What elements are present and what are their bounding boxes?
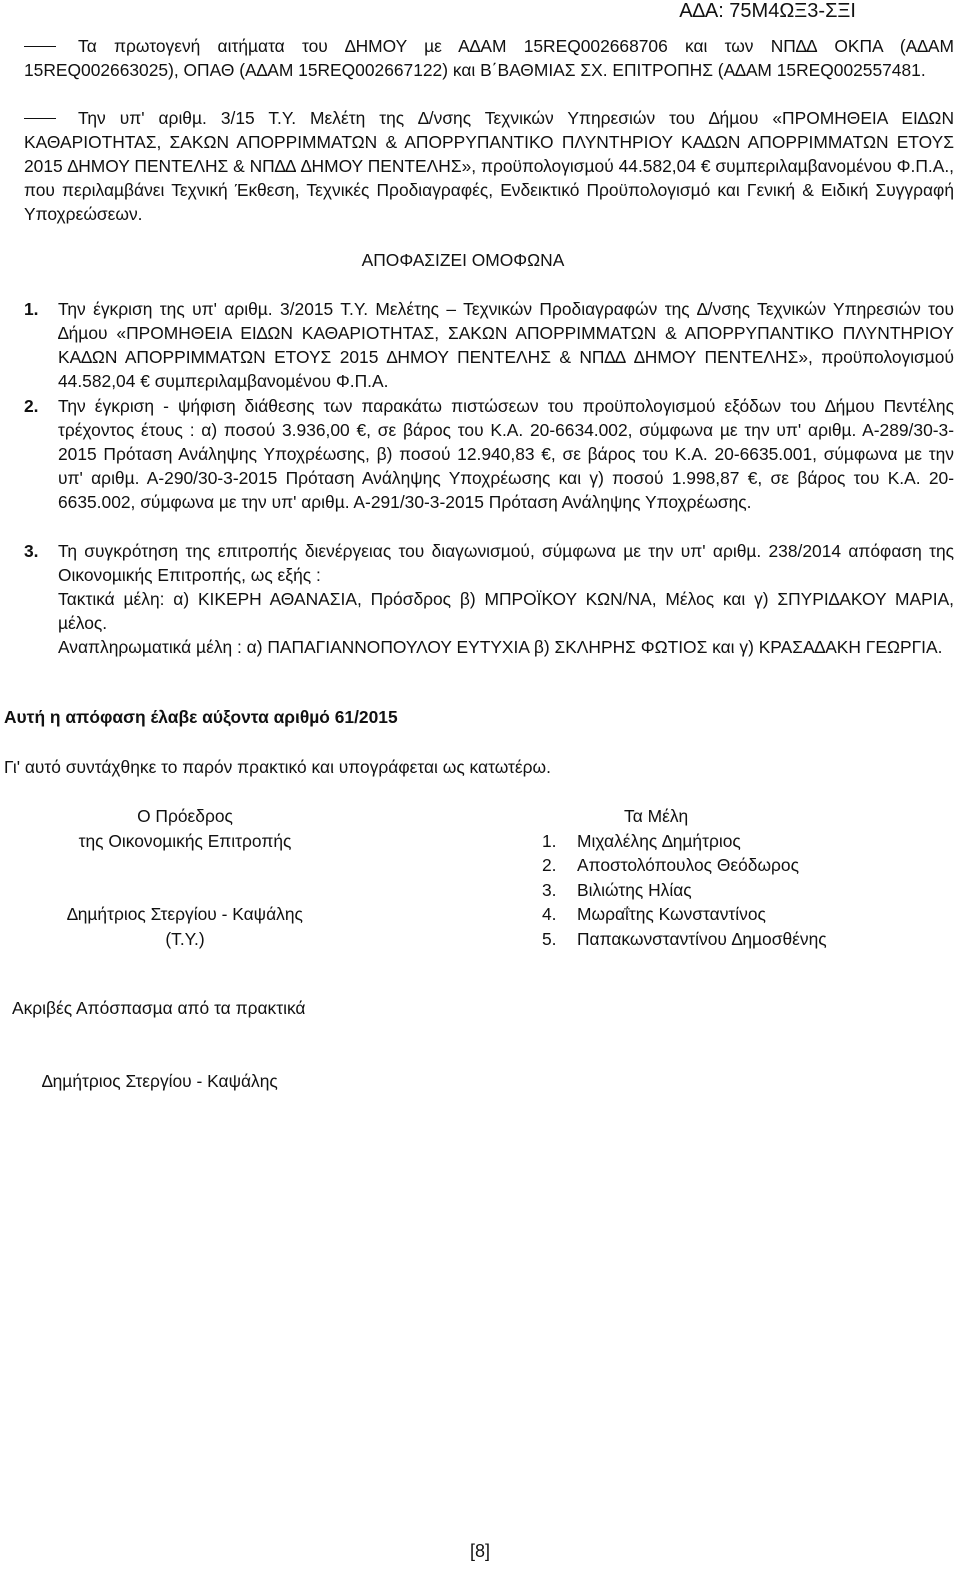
dash-marker <box>24 46 56 47</box>
president-title: Ο Πρόεδρος <box>137 806 233 826</box>
bullet-text: Την υπ' αριθµ. 3/15 Τ.Υ. Μελέτη της ∆/νσης Τεχνικών Υπηρεσιών του ∆ήµου «ΠΡΟΜΗΘΕΙΑ ΕΙ∆ΩΝ ΚΑΘΑΡΙΟΤΗΤΑΣ, ΣΑΚΩΝ ΑΠΟΡΡΙΜΜΑΤΩΝ & ΑΠΟΡΡΥΠΑΝΤΙΚΟ ΠΛΥΝΤΗΡΙΟΥ ΚΑ∆ΩΝ ΑΠΟΡΡΙΜΜΑΤΩΝ ΕΤΟΥΣ 2015 ∆ΗΜΟΥ ΠΕΝΤΕΛΗΣ & ΝΠ∆∆ ∆ΗΜΟΥ ΠΕΝΤΕΛΗΣ», προϋπολογισµού 44.582,04 € συµπεριλαµβανοµένου Φ.Π.Α., που περιλαµβάνει Τεχνική Έκθεση, Τεχνικές Προδιαγραφές, Ενδεικτικό Προϋπολογισµό και Γενική & Ειδική Συγγραφή Υποχρεώσεων. <box>24 108 954 224</box>
member-number: 2. <box>542 855 557 875</box>
member-row <box>542 927 827 952</box>
item-text-committee: Τη συγκρότηση της επιτροπής διενέργειας του διαγωνισµού, σύµφωνα µε την υπ' αριθµ. 238/2014 απόφαση της Οικονοµικής Επιτροπής, ως εξής : <box>58 541 954 585</box>
member-row <box>542 902 827 927</box>
bullet-item <box>24 34 954 82</box>
item-text: Την έγκριση - ψήφιση διάθεσης των παρακάτω πιστώσεων του προϋπολογισµού εξόδων του ∆ήµου Πεντέλης τρέχοντος έτους : α) ποσού 3.936,00 €, σε βάρος του Κ.Α. 20-6634.002, σύµφωνα µε την υπ' αριθµ. Α-289/30-3-2015 Πρόταση Ανάληψης Υποχρέωσης, β) ποσού 12.940,83 €, σε βάρος του Κ.Α. 20-6635.001, σύµφωνα µε την υπ' αριθµ. Α-290/30-3-2015 Πρόταση Ανάληψης Υποχρέωσης και γ) ποσού 1.998,87 €, σε βάρος του Κ.Α. 20-6635.002, σύµφωνα µε την υπ' αριθµ. Α-291/30-3-2015 Πρόταση Ανάληψης Υποχρέωσης. <box>58 396 954 512</box>
item-number: 1. <box>24 299 39 319</box>
members-title: Τα Μέλη <box>624 806 689 826</box>
ada-code: Α∆Α: 75Μ4ΩΞ3-ΣΞΙ <box>679 0 856 22</box>
item-text: Την έγκριση της υπ' αριθµ. 3/2015 Τ.Υ. Μελέτης – Τεχνικών Προδιαγραφών της ∆/νσης Τεχνικών Υπηρεσιών του ∆ήµου «ΠΡΟΜΗΘΕΙΑ ΕΙ∆ΩΝ ΚΑΘΑΡΙΟΤΗΤΑΣ, ΣΑΚΩΝ ΑΠΟΡΡΙΜΜΑΤΩΝ & ΑΠΟΡΡΥΠΑΝΤΙΚΟ ΠΛΥΝΤΗΡΙΟΥ ΚΑ∆ΩΝ ΑΠΟΡΡΙΜΜΑΤΩΝ ΕΤΟΥΣ 2015 ∆ΗΜΟΥ ΠΕΝΤΕΛΗΣ & ΝΠ∆∆ ∆ΗΜΟΥ ΠΕΝΤΕΛΗΣ», προϋπολογισµού 44.582,04 € συµπεριλαµβανοµένου Φ.Π.Α. <box>58 299 954 391</box>
member-name: Μιχαλέλης ∆ηµήτριος <box>577 830 741 851</box>
member-name: Αποστολόπουλος Θεόδωρος <box>577 855 799 875</box>
member-name: Παπακωνσταντίνου ∆ηµοσθένης <box>577 928 827 949</box>
member-row <box>542 853 827 878</box>
closing-statement: Γι' αυτό συντάχθηκε το παρόν πρακτικό και υπογράφεται ως κατωτέρω. <box>4 757 551 777</box>
numbered-item <box>24 539 954 659</box>
president-committee: της Οικονοµικής Επιτροπής <box>78 830 292 851</box>
page-number: [8] <box>469 1541 490 1561</box>
president-suffix: (Τ.Υ.) <box>165 928 205 949</box>
item-text-regular-members: Τακτικά µέλη: α) ΚΙΚΕΡΗ ΑΘΑΝΑΣΙΑ, Πρόσδρος β) ΜΠΡΟΪΚΟΥ ΚΩΝ/ΝΑ, Μέλος και γ) ΣΠΥΡΙ∆ΑΚΟΥ ΜΑΡΙΑ, µέλος. <box>58 589 954 633</box>
member-number: 1. <box>542 830 557 851</box>
member-number: 4. <box>542 904 557 924</box>
member-name: Μωραΐτης Κωνσταντίνος <box>577 904 766 924</box>
bullet-text: Τα πρωτογενή αιτήµατα του ∆ΗΜΟΥ µε Α∆ΑΜ 15REQ002668706 και των ΝΠ∆∆ ΟΚΠΑ (Α∆ΑΜ 15REQ002663025), ΟΠΑΘ (Α∆ΑΜ 15REQ002667122) και Β΄ΒΑΘΜΙΑΣ ΣΧ. ΕΠΙΤΡΟΠΗΣ (Α∆ΑΜ 15REQ002557481. <box>24 36 954 80</box>
member-row <box>542 829 827 854</box>
item-text-alternate-members: Αναπληρωµατικά µέλη : α) ΠΑΠΑΓΙΑΝΝΟΠΟΥΛΟΥ ΕΥΤΥΧΙΑ β) ΣΚΛΗΡΗΣ ΦΩΤΙΟΣ και γ) ΚΡΑΣΑ∆ΑΚΗ ΓΕΩΡΓΙΑ. <box>58 637 943 657</box>
decision-heading: ΑΠΟΦΑΣΙΖΕΙ ΟΜΟΦΩΝΑ <box>361 250 565 270</box>
bullet-item <box>24 106 954 226</box>
item-number: 3. <box>24 541 39 561</box>
item-number: 2. <box>24 396 39 416</box>
member-row <box>542 878 827 903</box>
president-signature-block <box>20 804 350 951</box>
numbered-item <box>24 297 954 393</box>
member-number: 5. <box>542 928 557 949</box>
member-name: Βιλιώτης Ηλίας <box>577 879 692 900</box>
numbered-item <box>24 394 954 514</box>
members-signature-block <box>542 804 827 951</box>
extract-signer: ∆ηµήτριος Στεργίου - Καψάλης <box>42 1071 278 1091</box>
president-name: ∆ηµήτριος Στεργίου - Καψάλης <box>67 904 303 924</box>
extract-label: Ακριβές Απόσπασµα από τα πρακτικά <box>12 998 306 1018</box>
decision-number: Αυτή η απόφαση έλαβε αύξοντα αριθµό 61/2015 <box>4 707 398 727</box>
dash-marker <box>24 118 56 119</box>
member-number: 3. <box>542 879 557 900</box>
